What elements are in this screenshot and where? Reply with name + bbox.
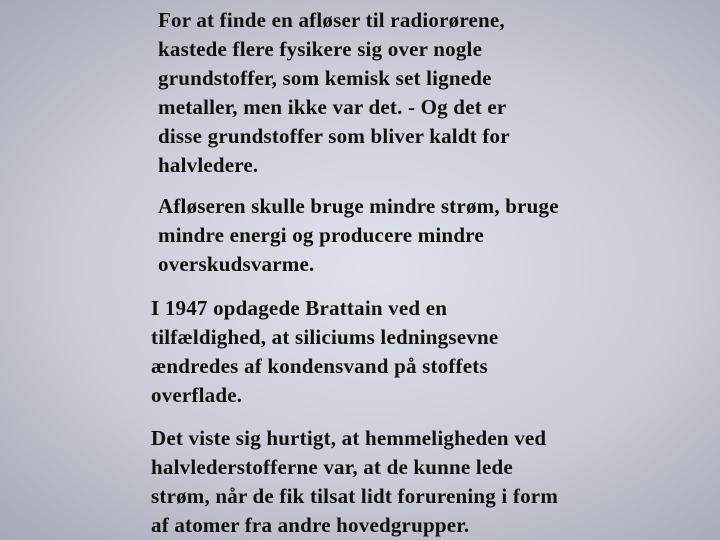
paragraph-brattain-discovery: I 1947 opdagede Brattain ved en tilfældighed, at siliciums ledningsevne ændredes af kondensvand på stoffets overflade.: [151, 296, 499, 407]
paragraph-replacement-requirements: Afløseren skulle bruge mindre strøm, bruge mindre energi og producere mindre overskudsvarme.: [158, 194, 559, 276]
paragraph-semiconductors-intro: For at finde en afløser til radiorørene, kastede flere fysikere sig over nogle grundstoffer, som kemisk set lignede metaller, men ikke var det. - Og det er disse grundstoffer som bliver kaldt for halvledere.: [158, 8, 510, 177]
paragraph-doping-secret: Det viste sig hurtigt, at hemmeligheden ved halvlederstofferne var, at de kunne lede strøm, når de fik tilsat lidt forurening i form af atomer fra andre hovedgrupper.: [151, 426, 559, 537]
